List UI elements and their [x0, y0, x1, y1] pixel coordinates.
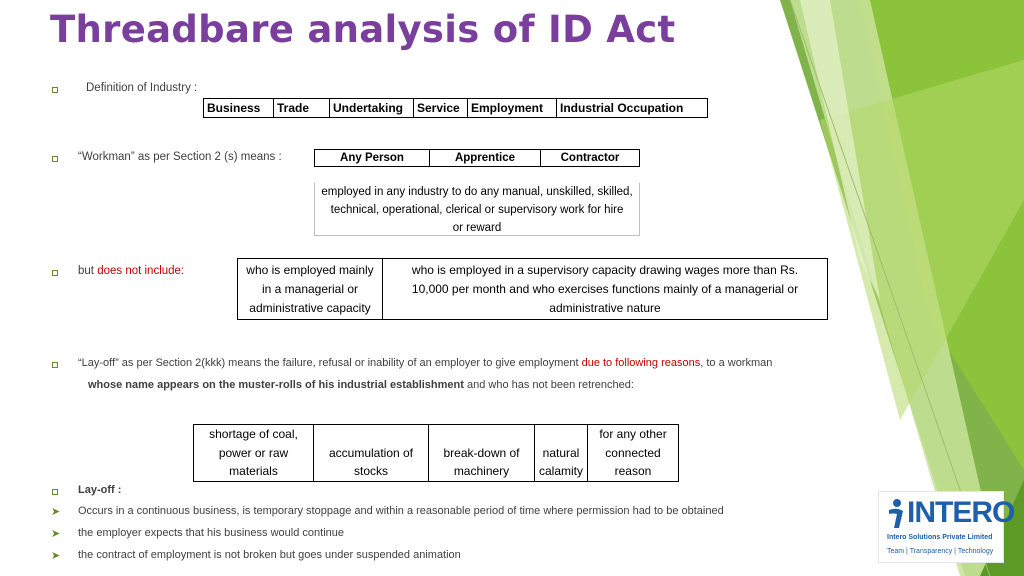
- logo-company: Intero Solutions Private Limited: [887, 534, 993, 541]
- workman-description: [314, 183, 640, 236]
- arrow-bullet-icon: ➤: [51, 550, 61, 562]
- table-row: [194, 425, 679, 482]
- cell-line: shortage of coal,: [209, 427, 298, 441]
- workman-label: “Workman” as per Section 2 (s) means :: [78, 151, 282, 163]
- cell-line: in a managerial or: [261, 281, 359, 296]
- layoff-definition-line2: [88, 379, 634, 391]
- exclusion-cell: [238, 259, 383, 320]
- workman-types-table: [314, 149, 640, 167]
- reason-cell: [194, 425, 314, 482]
- cell-line: who is employed mainly: [246, 262, 374, 277]
- layoff-bold-text: whose name appears on the muster-rolls of his industrial establishment: [88, 379, 464, 391]
- industry-cell: Undertaking: [330, 99, 414, 118]
- workman-type-cell: Apprentice: [430, 150, 541, 167]
- arrow-bullet-icon: ➤: [51, 506, 61, 518]
- layoff-definition-line1: [78, 357, 772, 369]
- reason-cell: [314, 425, 429, 482]
- exclusion-red-text: does not include:: [97, 265, 185, 277]
- reason-cell: [588, 425, 679, 482]
- exclusion-cell: [383, 259, 828, 320]
- logo-tagline: Team | Transparency | Technology: [887, 548, 994, 555]
- logo-brand: INTERO: [907, 496, 1015, 529]
- logo-figure-icon: [885, 498, 907, 530]
- cell-line: materials: [229, 464, 278, 478]
- cell-line: who is employed in a supervisory capacity drawing wages more than Rs.: [411, 262, 799, 277]
- cell-line: stocks: [353, 464, 388, 478]
- description-line: or reward: [452, 222, 502, 234]
- page-title: Threadbare analysis of ID Act: [50, 8, 676, 51]
- description-line: technical, operational, clerical or supervisory work for hire: [330, 204, 624, 216]
- bullet-square-icon: [52, 270, 58, 276]
- layoff-point: the employer expects that his business would continue: [78, 527, 344, 539]
- cell-line: administrative nature: [549, 300, 661, 315]
- cell-line: administrative capacity: [249, 300, 371, 315]
- cell-line: power or raw: [218, 445, 289, 460]
- layoff-text: and who has not been retrenched:: [463, 379, 634, 391]
- table-row: [315, 150, 640, 167]
- cell-line: connected: [605, 445, 661, 460]
- exclusion-prefix: but: [78, 265, 98, 277]
- layoff-text: “Lay-off” as per Section 2(kkk) means the failure, refusal or inability of an employer to give employment: [78, 357, 582, 369]
- intero-logo: [878, 491, 1015, 563]
- workman-type-cell: Any Person: [315, 150, 430, 167]
- bullet-square-icon: [52, 362, 58, 368]
- layoff-point: the contract of employment is not broken but goes under suspended animation: [78, 549, 461, 561]
- cell-line: 10,000 per month and who exercises functions mainly of a managerial or: [411, 281, 799, 296]
- reason-cell: [535, 425, 588, 482]
- cell-line: reason: [614, 464, 652, 478]
- cell-line: for any other: [599, 427, 667, 441]
- bullet-square-icon: [52, 489, 58, 495]
- table-row: [204, 99, 708, 118]
- cell-line: machinery: [453, 464, 510, 478]
- industry-cell: Trade: [274, 99, 330, 118]
- cell-line: break-down of: [443, 445, 520, 460]
- industry-cell: Employment: [468, 99, 557, 118]
- industry-cell: Industrial Occupation: [557, 99, 708, 118]
- cell-line: natural: [542, 445, 580, 460]
- bullet-square-icon: [52, 156, 58, 162]
- exclusion-label: [78, 265, 184, 277]
- layoff-point: Occurs in a continuous business, is temporary stoppage and within a reasonable period of time where permission had to be obtained: [78, 505, 724, 517]
- layoff-reasons-table: [193, 424, 679, 482]
- exclusion-table: [237, 258, 828, 320]
- industry-table: [203, 98, 708, 118]
- workman-type-cell: Contractor: [541, 150, 640, 167]
- layoff-red-text: due to following reasons: [581, 357, 701, 369]
- reason-cell: [429, 425, 535, 482]
- cell-line: calamity: [538, 464, 583, 478]
- definition-label: Definition of Industry :: [86, 82, 198, 94]
- description-line: employed in any industry to do any manual, unskilled, skilled,: [321, 186, 633, 198]
- layoff-text: , to a workman: [700, 357, 773, 369]
- table-row: [238, 259, 828, 320]
- industry-cell: Business: [204, 99, 274, 118]
- bullet-square-icon: [52, 87, 58, 93]
- cell-line: accumulation of: [328, 445, 414, 460]
- arrow-bullet-icon: ➤: [51, 528, 61, 540]
- industry-cell: Service: [414, 99, 468, 118]
- layoff-heading: Lay-off :: [78, 484, 122, 496]
